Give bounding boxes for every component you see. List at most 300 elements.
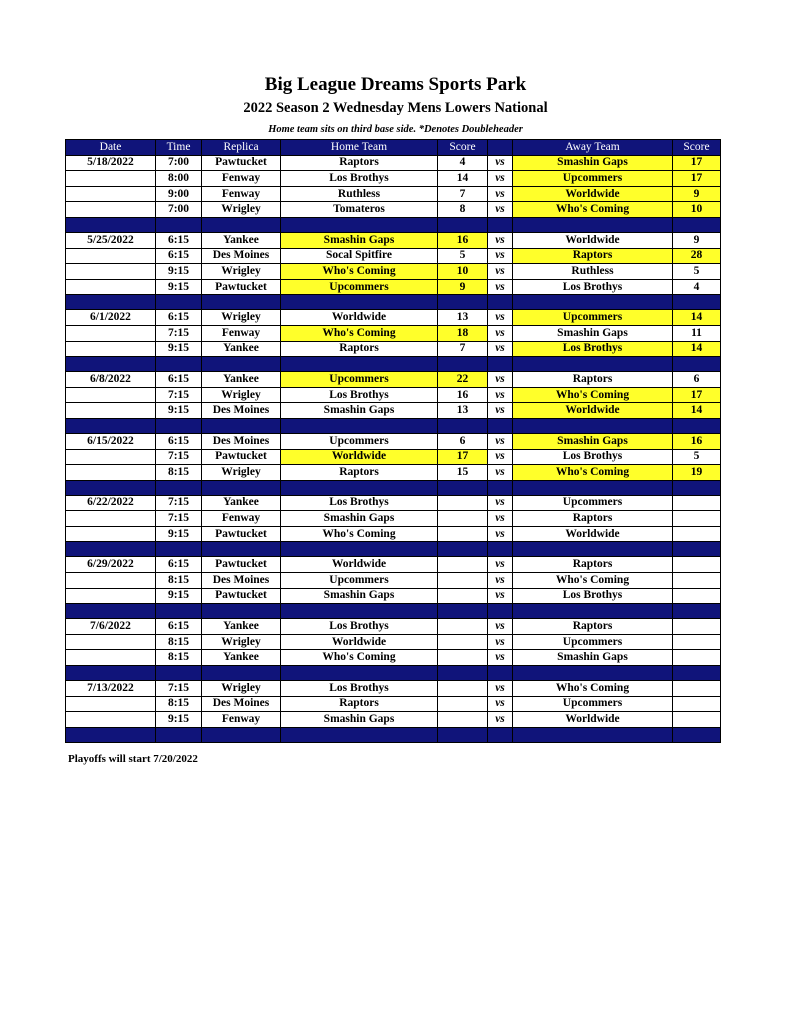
vs-label: vs [488,712,513,728]
home-score [438,650,488,666]
separator-cell [156,604,202,619]
game-date [66,403,156,419]
away-score [673,495,721,511]
game-time: 7:15 [156,387,202,403]
separator-cell [673,418,721,433]
table-row [66,650,721,666]
away-team: Smashin Gaps [513,155,673,171]
separator-cell [673,542,721,557]
home-score [438,696,488,712]
table-row [66,696,721,712]
table-row [66,372,721,388]
away-score: 16 [673,433,721,449]
separator-cell [156,727,202,742]
game-time: 7:15 [156,511,202,527]
home-team: Worldwide [281,449,438,465]
vs-label: vs [488,588,513,604]
home-score [438,712,488,728]
table-row [66,186,721,202]
separator-cell [66,480,156,495]
separator-cell [488,357,513,372]
home-team: Los Brothys [281,387,438,403]
game-replica: Yankee [202,341,281,357]
away-score: 19 [673,465,721,481]
table-row [66,232,721,248]
home-team: Socal Spitfire [281,248,438,264]
home-team: Smashin Gaps [281,588,438,604]
away-score: 6 [673,372,721,388]
home-team: Worldwide [281,310,438,326]
home-team: Who's Coming [281,264,438,280]
game-time: 9:15 [156,341,202,357]
vs-label: vs [488,495,513,511]
col-away-score: Score [673,140,721,156]
game-date: 6/22/2022 [66,495,156,511]
separator-cell [673,727,721,742]
table-row [66,511,721,527]
away-score: 5 [673,264,721,280]
away-score: 5 [673,449,721,465]
game-date [66,650,156,666]
home-team: Los Brothys [281,495,438,511]
home-team: Smashin Gaps [281,712,438,728]
separator-cell [66,217,156,232]
game-time: 6:15 [156,557,202,573]
vs-label: vs [488,526,513,542]
game-date [66,279,156,295]
game-replica: Fenway [202,511,281,527]
home-team: Who's Coming [281,650,438,666]
away-team: Los Brothys [513,588,673,604]
week-separator [66,357,721,372]
vs-label: vs [488,650,513,666]
home-score: 22 [438,372,488,388]
home-team: Los Brothys [281,681,438,697]
away-team: Who's Coming [513,465,673,481]
home-score [438,681,488,697]
home-score: 9 [438,279,488,295]
game-date: 5/18/2022 [66,155,156,171]
home-team: Smashin Gaps [281,511,438,527]
home-score: 8 [438,202,488,218]
game-date: 6/1/2022 [66,310,156,326]
separator-cell [438,542,488,557]
away-team: Smashin Gaps [513,650,673,666]
home-score [438,526,488,542]
vs-label: vs [488,634,513,650]
vs-label: vs [488,557,513,573]
separator-cell [156,418,202,433]
home-score [438,495,488,511]
table-row [66,526,721,542]
separator-cell [202,217,281,232]
game-replica: Wrigley [202,681,281,697]
home-score [438,588,488,604]
away-team: Upcommers [513,171,673,187]
home-score: 6 [438,433,488,449]
away-team: Raptors [513,557,673,573]
away-score: 14 [673,341,721,357]
table-row [66,341,721,357]
home-score: 16 [438,387,488,403]
away-score [673,526,721,542]
table-row [66,387,721,403]
table-row [66,449,721,465]
separator-cell [202,604,281,619]
home-team: Upcommers [281,573,438,589]
game-replica: Wrigley [202,634,281,650]
separator-cell [673,357,721,372]
game-time: 6:15 [156,433,202,449]
away-score: 9 [673,232,721,248]
game-date [66,202,156,218]
game-replica: Des Moines [202,696,281,712]
vs-label: vs [488,186,513,202]
home-team: Upcommers [281,372,438,388]
game-replica: Des Moines [202,403,281,419]
vs-label: vs [488,248,513,264]
home-score [438,511,488,527]
game-date [66,325,156,341]
vs-label: vs [488,372,513,388]
table-row [66,465,721,481]
game-replica: Yankee [202,495,281,511]
table-row [66,573,721,589]
table-row [66,171,721,187]
vs-label: vs [488,155,513,171]
home-score: 7 [438,186,488,202]
separator-cell [673,666,721,681]
away-team: Upcommers [513,696,673,712]
vs-label: vs [488,433,513,449]
schedule-table [65,139,721,743]
away-team: Upcommers [513,634,673,650]
separator-cell [513,217,673,232]
away-score [673,557,721,573]
away-team: Raptors [513,248,673,264]
game-date [66,186,156,202]
home-score [438,557,488,573]
home-team: Raptors [281,155,438,171]
separator-cell [488,295,513,310]
game-replica: Pawtucket [202,526,281,542]
game-time: 9:15 [156,588,202,604]
separator-cell [281,480,438,495]
header-row [66,140,721,156]
schedule-body [66,155,721,742]
game-time: 9:00 [156,186,202,202]
footer-note: Playoffs will start 7/20/2022 [68,753,198,765]
vs-label: vs [488,232,513,248]
game-date [66,511,156,527]
separator-cell [281,604,438,619]
separator-cell [202,727,281,742]
separator-cell [488,542,513,557]
separator-cell [488,666,513,681]
game-date: 5/25/2022 [66,232,156,248]
separator-cell [281,357,438,372]
separator-cell [438,666,488,681]
table-row [66,264,721,280]
week-separator [66,727,721,742]
col-replica: Replica [202,140,281,156]
home-team: Raptors [281,341,438,357]
separator-cell [488,604,513,619]
separator-cell [513,727,673,742]
home-score: 17 [438,449,488,465]
game-date [66,341,156,357]
away-score [673,573,721,589]
vs-label: vs [488,449,513,465]
vs-label: vs [488,325,513,341]
away-team: Who's Coming [513,387,673,403]
home-score [438,619,488,635]
game-date: 7/13/2022 [66,681,156,697]
vs-label: vs [488,264,513,280]
away-score: 17 [673,387,721,403]
table-row [66,279,721,295]
game-time: 7:15 [156,449,202,465]
away-score [673,588,721,604]
vs-label: vs [488,511,513,527]
page-subtitle: 2022 Season 2 Wednesday Mens Lowers National [243,100,548,116]
game-replica: Fenway [202,186,281,202]
home-score: 4 [438,155,488,171]
separator-cell [66,727,156,742]
separator-cell [281,542,438,557]
game-replica: Wrigley [202,310,281,326]
vs-label: vs [488,387,513,403]
away-team: Worldwide [513,403,673,419]
game-date [66,634,156,650]
page-note: Home team sits on third base side. *Denotes Doubleheader [268,124,523,135]
separator-cell [202,418,281,433]
separator-cell [673,295,721,310]
game-replica: Pawtucket [202,155,281,171]
table-row [66,202,721,218]
separator-cell [673,480,721,495]
game-date: 6/15/2022 [66,433,156,449]
separator-cell [438,217,488,232]
separator-cell [281,295,438,310]
game-date: 6/8/2022 [66,372,156,388]
separator-cell [513,542,673,557]
away-score [673,650,721,666]
away-team: Worldwide [513,526,673,542]
home-team: Los Brothys [281,171,438,187]
away-team: Worldwide [513,186,673,202]
col-vs [488,140,513,156]
game-date [66,264,156,280]
game-time: 8:00 [156,171,202,187]
separator-cell [513,295,673,310]
separator-cell [156,217,202,232]
separator-cell [488,727,513,742]
game-date [66,387,156,403]
game-date [66,449,156,465]
separator-cell [202,666,281,681]
away-team: Who's Coming [513,202,673,218]
home-team: Smashin Gaps [281,232,438,248]
separator-cell [66,666,156,681]
separator-cell [488,418,513,433]
separator-cell [66,418,156,433]
home-score: 14 [438,171,488,187]
game-time: 7:00 [156,202,202,218]
game-time: 6:15 [156,310,202,326]
away-score [673,712,721,728]
game-time: 8:15 [156,465,202,481]
vs-label: vs [488,681,513,697]
vs-label: vs [488,341,513,357]
away-team: Worldwide [513,712,673,728]
separator-cell [156,480,202,495]
home-score: 13 [438,310,488,326]
home-team: Who's Coming [281,325,438,341]
separator-cell [202,480,281,495]
game-replica: Yankee [202,650,281,666]
game-time: 7:15 [156,681,202,697]
game-time: 6:15 [156,619,202,635]
table-row [66,155,721,171]
table-row [66,557,721,573]
away-score: 9 [673,186,721,202]
vs-label: vs [488,619,513,635]
game-date [66,712,156,728]
away-team: Upcommers [513,495,673,511]
home-score [438,573,488,589]
table-row [66,712,721,728]
week-separator [66,480,721,495]
separator-cell [438,727,488,742]
vs-label: vs [488,465,513,481]
home-team: Tomateros [281,202,438,218]
separator-cell [673,217,721,232]
separator-cell [513,666,673,681]
game-time: 6:15 [156,372,202,388]
game-replica: Fenway [202,171,281,187]
away-score: 17 [673,171,721,187]
week-separator [66,666,721,681]
table-row [66,310,721,326]
home-team: Upcommers [281,279,438,295]
week-separator [66,418,721,433]
game-replica: Yankee [202,619,281,635]
away-team: Smashin Gaps [513,433,673,449]
game-time: 8:15 [156,696,202,712]
away-score [673,681,721,697]
away-score: 11 [673,325,721,341]
game-time: 7:00 [156,155,202,171]
separator-cell [281,727,438,742]
separator-cell [488,217,513,232]
game-time: 9:15 [156,712,202,728]
table-row [66,325,721,341]
away-score: 10 [673,202,721,218]
away-score [673,619,721,635]
game-replica: Wrigley [202,202,281,218]
vs-label: vs [488,310,513,326]
separator-cell [156,666,202,681]
away-score: 14 [673,310,721,326]
col-home-score: Score [438,140,488,156]
page-title: Big League Dreams Sports Park [264,74,527,95]
away-score [673,634,721,650]
away-team: Los Brothys [513,279,673,295]
away-team: Worldwide [513,232,673,248]
game-replica: Des Moines [202,248,281,264]
home-team: Smashin Gaps [281,403,438,419]
game-date [66,526,156,542]
away-team: Raptors [513,619,673,635]
table-row [66,681,721,697]
away-score: 28 [673,248,721,264]
away-team: Los Brothys [513,341,673,357]
away-score [673,511,721,527]
game-replica: Pawtucket [202,557,281,573]
game-replica: Pawtucket [202,449,281,465]
game-date [66,588,156,604]
game-replica: Des Moines [202,573,281,589]
col-time: Time [156,140,202,156]
table-row [66,403,721,419]
home-team: Ruthless [281,186,438,202]
home-team: Los Brothys [281,619,438,635]
game-date: 6/29/2022 [66,557,156,573]
table-row [66,619,721,635]
away-team: Who's Coming [513,573,673,589]
home-score: 15 [438,465,488,481]
col-date: Date [66,140,156,156]
separator-cell [438,357,488,372]
table-row [66,433,721,449]
game-time: 8:15 [156,573,202,589]
vs-label: vs [488,696,513,712]
home-score: 7 [438,341,488,357]
separator-cell [66,357,156,372]
vs-label: vs [488,171,513,187]
vs-label: vs [488,403,513,419]
game-time: 8:15 [156,634,202,650]
game-time: 9:15 [156,279,202,295]
home-team: Who's Coming [281,526,438,542]
separator-cell [281,666,438,681]
separator-cell [281,217,438,232]
separator-cell [438,480,488,495]
home-score: 18 [438,325,488,341]
game-time: 6:15 [156,232,202,248]
col-away-team: Away Team [513,140,673,156]
game-replica: Pawtucket [202,279,281,295]
separator-cell [513,480,673,495]
separator-cell [438,604,488,619]
away-team: Ruthless [513,264,673,280]
game-time: 6:15 [156,248,202,264]
game-replica: Wrigley [202,465,281,481]
home-score: 10 [438,264,488,280]
game-time: 9:15 [156,264,202,280]
separator-cell [156,542,202,557]
separator-cell [281,418,438,433]
game-replica: Wrigley [202,264,281,280]
vs-label: vs [488,573,513,589]
game-date [66,573,156,589]
away-score [673,696,721,712]
home-team: Raptors [281,465,438,481]
separator-cell [66,295,156,310]
home-team: Worldwide [281,634,438,650]
game-date [66,696,156,712]
